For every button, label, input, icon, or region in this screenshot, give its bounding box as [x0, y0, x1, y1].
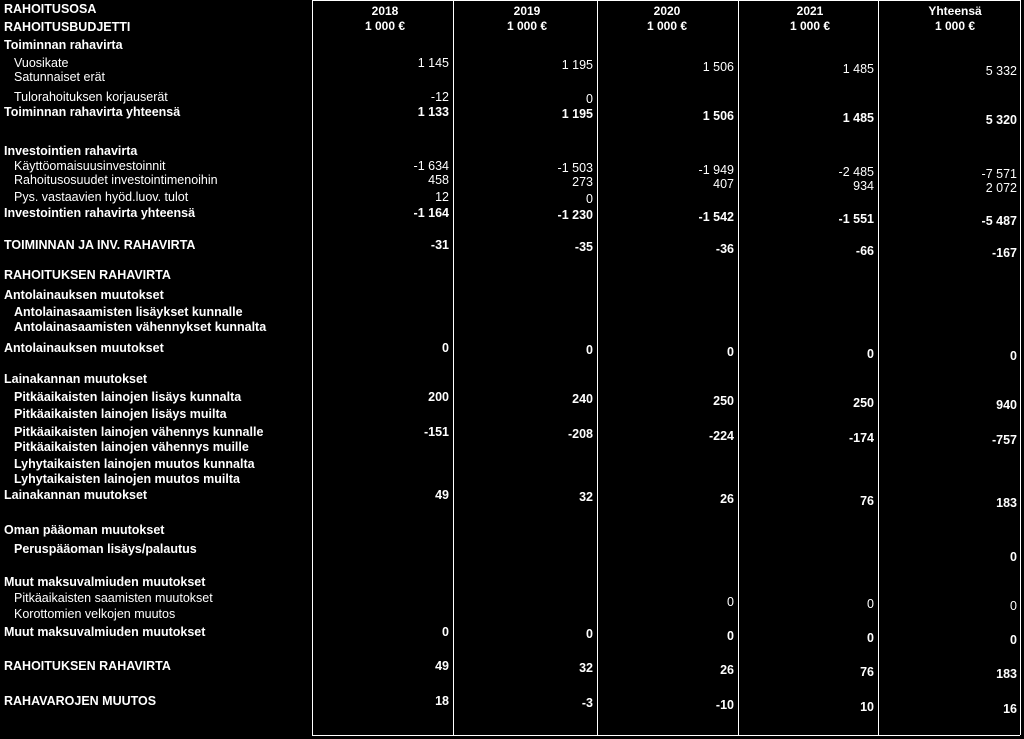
table-cell: -66 — [855, 244, 874, 258]
row-label: Investointien rahavirta — [4, 144, 138, 158]
table-cell: -1 164 — [413, 206, 449, 220]
table-cell: 16 — [1003, 702, 1017, 716]
table-cell: 407 — [713, 177, 734, 191]
row-label: Toiminnan rahavirta — [4, 38, 123, 52]
table-cell: 934 — [853, 179, 874, 193]
row-label: Muut maksuvalmiuden muutokset — [4, 575, 206, 589]
column-unit: 1 000 € — [506, 19, 548, 33]
table-cell: 0 — [867, 347, 874, 361]
row-label: Peruspääoman lisäys/palautus — [14, 542, 197, 556]
column-unit: 1 000 € — [789, 19, 831, 33]
table-cell: 26 — [720, 663, 734, 677]
table-cell: 0 — [727, 345, 734, 359]
row-label: Pitkäaikaisten lainojen vähennys kunnalle — [14, 425, 264, 439]
row-label: Lyhytaikaisten lainojen muutos muilta — [14, 472, 240, 486]
table-cell: 18 — [435, 694, 449, 708]
table-cell: 183 — [996, 667, 1017, 681]
report-title: RAHOITUSOSA — [4, 2, 97, 16]
table-cell: -757 — [991, 433, 1017, 447]
table-cell: 183 — [996, 496, 1017, 510]
table-cell: 0 — [727, 595, 734, 609]
row-label: Pitkäaikaisten lainojen lisäys kunnalta — [14, 390, 242, 404]
table-cell: 200 — [428, 390, 449, 404]
table-cell: -12 — [430, 90, 449, 104]
table-cell: 0 — [1010, 599, 1017, 613]
grid-bottom-line — [312, 735, 1020, 736]
table-cell: 458 — [428, 173, 449, 187]
table-cell: -2 485 — [838, 165, 874, 179]
row-label: Vuosikate — [14, 56, 69, 70]
table-cell: 0 — [442, 341, 449, 355]
row-label: RAHOITUKSEN RAHAVIRTA — [4, 659, 171, 673]
grid-line — [312, 0, 313, 735]
table-cell: 76 — [860, 494, 874, 508]
table-cell: 0 — [442, 625, 449, 639]
table-cell: -31 — [430, 238, 449, 252]
column-year: 2019 — [513, 4, 541, 18]
grid-line — [453, 0, 454, 735]
table-cell: 49 — [435, 488, 449, 502]
column-year: 2018 — [371, 4, 399, 18]
row-label: Satunnaiset erät — [14, 70, 106, 84]
column-unit: 1 000 € — [364, 19, 406, 33]
table-cell: 1 195 — [561, 107, 593, 121]
table-cell: 1 145 — [417, 56, 449, 70]
grid-top-line — [312, 0, 1020, 1]
column-year: 2020 — [653, 4, 681, 18]
table-cell: -224 — [708, 429, 734, 443]
grid-line — [878, 0, 879, 735]
table-cell: 1 506 — [702, 109, 734, 123]
table-cell: 1 506 — [702, 60, 734, 74]
row-label: Antolainauksen muutokset — [4, 288, 164, 302]
table-cell: 0 — [586, 192, 593, 206]
table-cell: 5 320 — [985, 113, 1017, 127]
table-cell: 0 — [727, 629, 734, 643]
table-cell: -1 542 — [698, 210, 734, 224]
row-label: Korottomien velkojen muutos — [14, 607, 176, 621]
row-label: Toiminnan rahavirta yhteensä — [4, 105, 181, 119]
table-cell: -208 — [567, 427, 593, 441]
grid-line — [738, 0, 739, 735]
table-cell: 240 — [572, 392, 593, 406]
table-cell: 0 — [586, 343, 593, 357]
table-cell: 250 — [713, 394, 734, 408]
row-label: Pitkäaikaisten saamisten muutokset — [14, 591, 213, 605]
row-label: Lainakannan muutokset — [4, 372, 148, 386]
table-cell: 12 — [435, 190, 449, 204]
table-cell: -1 503 — [557, 161, 593, 175]
table-cell: -167 — [991, 246, 1017, 260]
table-cell: 0 — [1010, 550, 1017, 564]
row-label: TOIMINNAN JA INV. RAHAVIRTA — [4, 238, 196, 252]
table-cell: 49 — [435, 659, 449, 673]
table-cell: -151 — [423, 425, 449, 439]
column-year: 2021 — [796, 4, 824, 18]
table-cell: 1 485 — [842, 62, 874, 76]
table-cell: 32 — [579, 490, 593, 504]
row-label: RAHAVAROJEN MUUTOS — [4, 694, 157, 708]
table-cell: 0 — [1010, 349, 1017, 363]
table-cell: -36 — [715, 242, 734, 256]
table-cell: 32 — [579, 661, 593, 675]
row-label: Antolainauksen muutokset — [4, 341, 164, 355]
report-subtitle: RAHOITUSBUDJETTI — [4, 20, 131, 34]
row-label: Tulorahoituksen korjauserät — [14, 90, 168, 104]
table-cell: 26 — [720, 492, 734, 506]
table-cell: 1 133 — [417, 105, 449, 119]
row-label: Oman pääoman muutokset — [4, 523, 165, 537]
table-cell: -10 — [715, 698, 734, 712]
table-cell: 76 — [860, 665, 874, 679]
table-cell: 0 — [586, 627, 593, 641]
table-cell: -1 551 — [838, 212, 874, 226]
row-label: Antolainasaamisten lisäykset kunnalle — [14, 305, 243, 319]
table-cell: -1 634 — [413, 159, 449, 173]
grid-line — [597, 0, 598, 735]
table-cell: 0 — [867, 631, 874, 645]
table-cell: 940 — [996, 398, 1017, 412]
column-year: Yhteensä — [928, 4, 982, 18]
row-label: Investointien rahavirta yhteensä — [4, 206, 196, 220]
row-label: RAHOITUKSEN RAHAVIRTA — [4, 268, 171, 282]
row-label: Pitkäaikaisten lainojen vähennys muille — [14, 440, 249, 454]
table-cell: -5 487 — [981, 214, 1017, 228]
column-unit: 1 000 € — [934, 19, 976, 33]
table-cell: 0 — [867, 597, 874, 611]
table-cell: -1 230 — [557, 208, 593, 222]
row-label: Pys. vastaavien hyöd.luov. tulot — [14, 190, 189, 204]
table-cell: 0 — [1010, 633, 1017, 647]
grid-line — [1020, 0, 1021, 735]
table-cell: 250 — [853, 396, 874, 410]
table-cell: 2 072 — [985, 181, 1017, 195]
table-cell: -7 571 — [981, 167, 1017, 181]
row-label: Antolainasaamisten vähennykset kunnalta — [14, 320, 267, 334]
row-label: Pitkäaikaisten lainojen lisäys muilta — [14, 407, 227, 421]
row-label: Muut maksuvalmiuden muutokset — [4, 625, 206, 639]
table-cell: 1 485 — [842, 111, 874, 125]
table-cell: 273 — [572, 175, 593, 189]
row-label: Käyttöomaisuusinvestoinnit — [14, 159, 166, 173]
table-cell: 1 195 — [561, 58, 593, 72]
table-cell: 10 — [860, 700, 874, 714]
table-cell: -35 — [574, 240, 593, 254]
table-cell: -174 — [848, 431, 874, 445]
column-unit: 1 000 € — [646, 19, 688, 33]
table-cell: -1 949 — [698, 163, 734, 177]
row-label: Lainakannan muutokset — [4, 488, 148, 502]
table-cell: 5 332 — [985, 64, 1017, 78]
row-label: Lyhytaikaisten lainojen muutos kunnalta — [14, 457, 255, 471]
table-cell: -3 — [581, 696, 593, 710]
row-label: Rahoitusosuudet investointimenoihin — [14, 173, 218, 187]
table-cell: 0 — [586, 92, 593, 106]
